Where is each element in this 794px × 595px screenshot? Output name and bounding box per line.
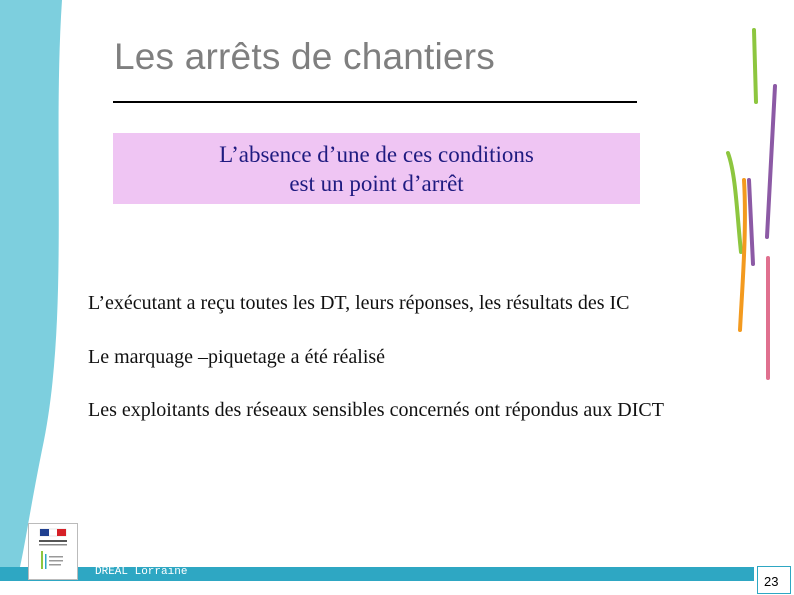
highlight-callout <box>113 133 640 204</box>
list-item: Les exploitants des réseaux sensibles concernés ont répondus aux DICT <box>88 399 664 421</box>
page-number: 23 <box>764 574 779 589</box>
callout-line-1: L’absence d’une de ces conditions <box>219 142 534 167</box>
title-underline <box>113 101 637 103</box>
list-item: L’exécutant a reçu toutes les DT, leurs réponses, les résultats des IC <box>88 292 630 314</box>
callout-line-2: est un point d’arrêt <box>289 171 464 196</box>
list-item: Le marquage –piquetage a été réalisé <box>88 346 386 368</box>
republique-francaise-logo-icon <box>28 523 78 580</box>
slide-title: Les arrêts de chantiers <box>114 36 495 77</box>
footer-organization: DREAL Lorraine <box>95 566 188 578</box>
